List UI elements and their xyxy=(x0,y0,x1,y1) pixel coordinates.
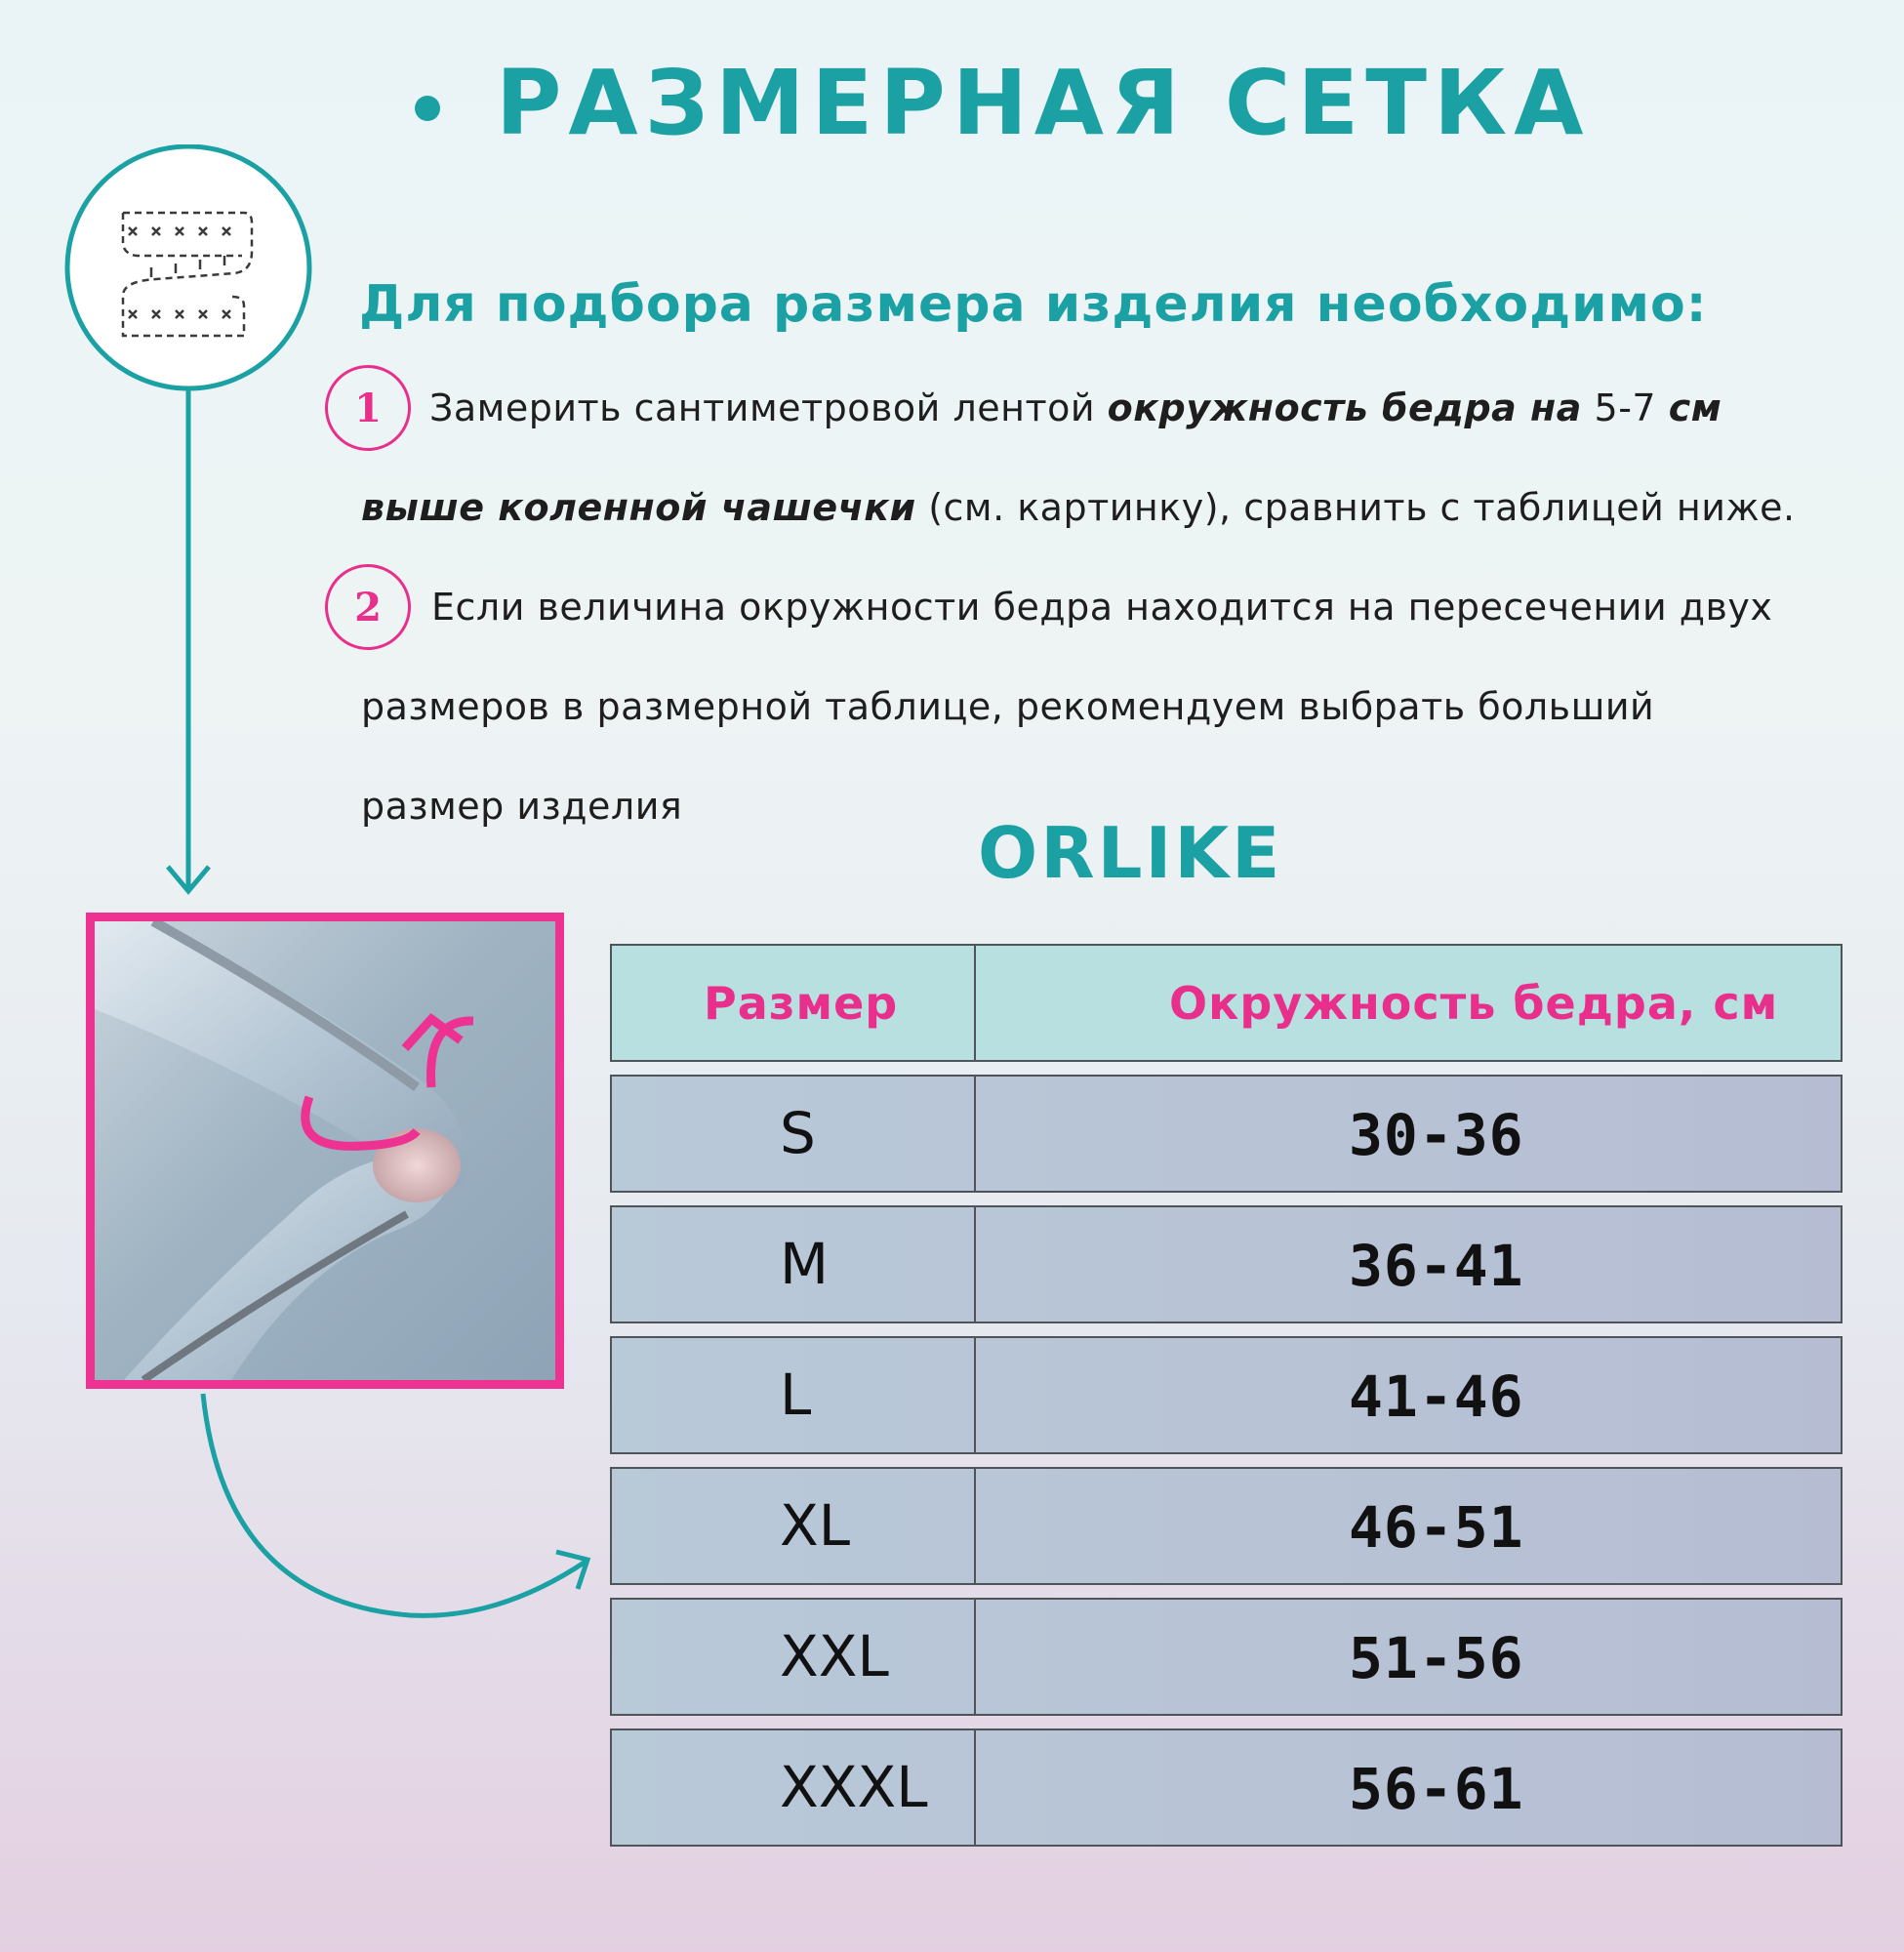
step-2-line-1: Если величина окружности бедра находится на пересечении двух xyxy=(431,586,1773,629)
step-1-line-2 xyxy=(361,486,1796,529)
page-title: РАЗМЕРНАЯ СЕТКА xyxy=(496,51,1591,155)
knee-image xyxy=(95,921,555,1380)
size-label: XXXL xyxy=(780,1754,928,1820)
size-cell xyxy=(612,1338,976,1452)
value-cell xyxy=(976,1207,1841,1322)
size-cell xyxy=(612,1600,976,1714)
size-label: XXL xyxy=(780,1623,889,1689)
header-size: Размер xyxy=(704,976,899,1030)
size-label: M xyxy=(780,1231,830,1297)
table-row xyxy=(610,1205,1843,1323)
size-label: L xyxy=(780,1362,812,1428)
step-1-bold-c: выше коленной чашечки xyxy=(361,486,916,529)
step-2-badge: 2 xyxy=(325,564,411,650)
value-label: 41-46 xyxy=(1349,1363,1524,1430)
value-label: 56-61 xyxy=(1349,1756,1524,1822)
brand-name: ORLIKE xyxy=(978,812,1283,894)
table-row xyxy=(610,1467,1843,1585)
guide-graphic xyxy=(59,144,322,906)
value-cell xyxy=(976,1338,1841,1452)
value-label: 51-56 xyxy=(1349,1625,1524,1691)
header-value-cell xyxy=(976,946,1841,1060)
value-cell xyxy=(976,1730,1841,1845)
table-row xyxy=(610,1075,1843,1193)
size-cell xyxy=(612,1077,976,1191)
step-2-line-2: размеров в размерной таблице, рекомендуем выбрать больший xyxy=(361,685,1655,728)
size-cell xyxy=(612,1730,976,1845)
table-header-row xyxy=(610,944,1843,1062)
value-cell xyxy=(976,1077,1841,1191)
step-1-bold-a: окружность бедра на xyxy=(1107,386,1582,429)
table-row xyxy=(610,1336,1843,1454)
step-1-bold-b: см xyxy=(1668,386,1722,429)
size-label: XL xyxy=(780,1492,851,1559)
value-cell xyxy=(976,1469,1841,1583)
step-2-line-3: размер изделия xyxy=(361,785,683,828)
instruction-heading: Для подбора размера изделия необходимо: xyxy=(359,275,1708,334)
step-1-text-b: 5-7 xyxy=(1581,386,1669,429)
size-cell xyxy=(612,1207,976,1322)
header-size-cell xyxy=(612,946,976,1060)
title-bullet xyxy=(415,96,440,121)
size-label: S xyxy=(780,1100,816,1166)
header-circumference: Окружность бедра, см xyxy=(1169,976,1779,1030)
step-1-line-1 xyxy=(429,386,1722,429)
table-row xyxy=(610,1598,1843,1716)
value-label: 30-36 xyxy=(1349,1102,1524,1168)
step-1-text-a: Замерить сантиметровой лентой xyxy=(429,386,1108,429)
size-cell xyxy=(612,1469,976,1583)
curved-arrow-icon xyxy=(185,1386,605,1630)
table-row xyxy=(610,1728,1843,1847)
step-1-text-c: (см. картинку), сравнить с таблицей ниже. xyxy=(915,486,1796,529)
value-label: 36-41 xyxy=(1349,1233,1524,1299)
value-label: 46-51 xyxy=(1349,1494,1524,1561)
step-1-badge: 1 xyxy=(325,365,411,451)
knee-illustration xyxy=(86,913,564,1389)
value-cell xyxy=(976,1600,1841,1714)
